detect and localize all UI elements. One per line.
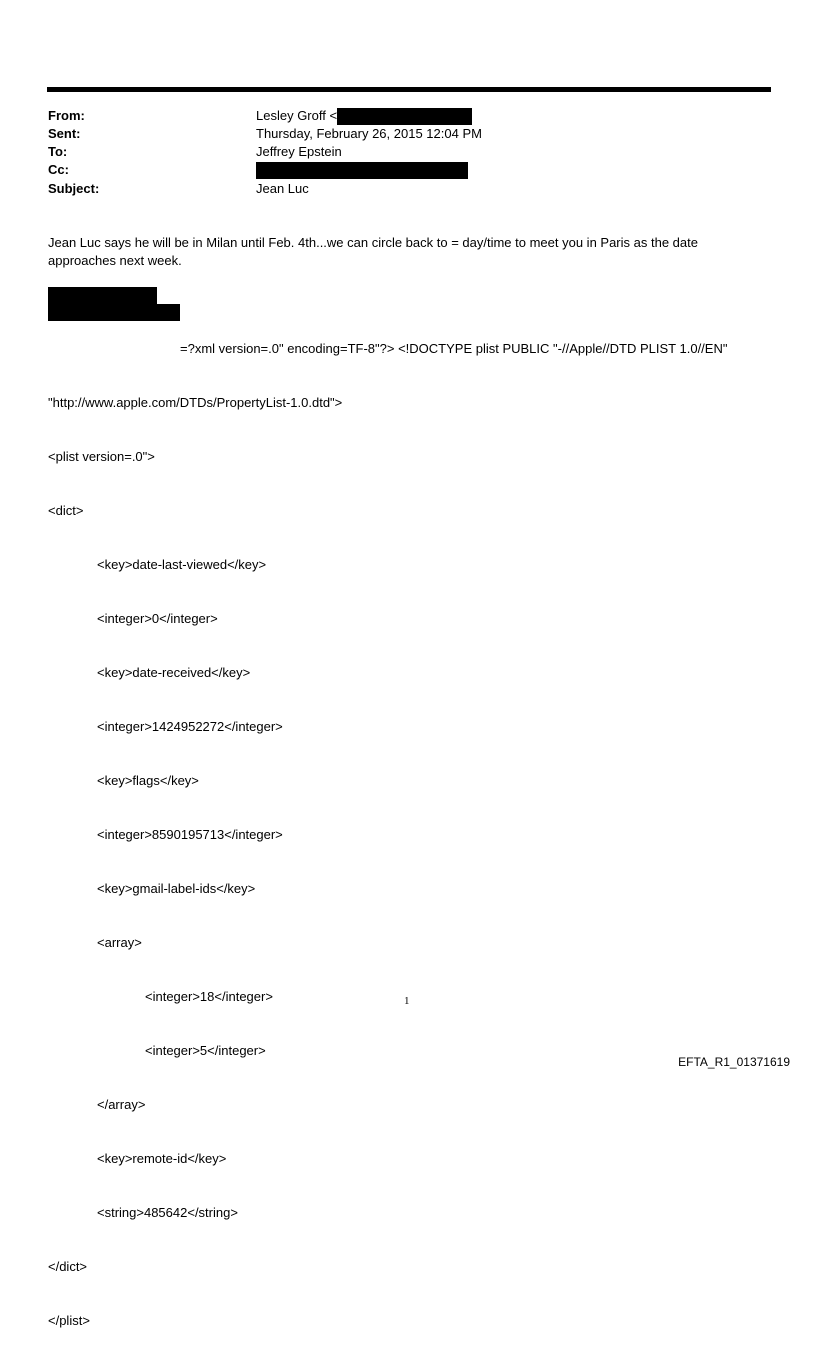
cc-label: Cc: (48, 162, 69, 177)
xml-line: "http://www.apple.com/DTDs/PropertyList-1.0.dtd"> (48, 395, 343, 410)
subject-label: Subject: (48, 181, 100, 196)
redaction-box (337, 108, 472, 125)
xml-line: <plist version=.0"> (48, 449, 155, 464)
page-number: 1 (404, 995, 410, 1007)
to-value: Jeffrey Epstein (256, 144, 342, 159)
plist-xml (48, 304, 727, 1348)
xml-line: <integer>8590195713</integer> (97, 827, 283, 842)
xml-line: <dict> (48, 503, 84, 518)
xml-line: <string>485642</string> (97, 1205, 238, 1220)
to-label: To: (48, 144, 68, 159)
sent-label: Sent: (48, 126, 81, 141)
xml-line: <integer>5</integer> (145, 1043, 266, 1058)
from-label: From: (48, 108, 85, 123)
xml-line: <integer>1424952272</integer> (97, 719, 283, 734)
sent-value: Thursday, February 26, 2015 12:04 PM (256, 126, 482, 141)
from-name: Lesley Groff < (256, 108, 338, 123)
redaction-box (256, 162, 468, 179)
subject-value: Jean Luc (256, 181, 309, 196)
cc-value (256, 161, 468, 179)
xml-line: <array> (97, 935, 142, 950)
message-body: Jean Luc says he will be in Milan until Feb. 4th...we can circle back to = day/time to meet you in Paris as the date approaches next week. (48, 235, 698, 268)
xml-line: <key>gmail-label-ids</key> (97, 881, 256, 896)
xml-line: <key>flags</key> (97, 773, 199, 788)
from-value (256, 107, 472, 125)
header-rule (47, 87, 771, 92)
xml-line: </dict> (48, 1259, 88, 1274)
xml-line: =?xml version=.0" encoding=TF-8"?> <!DOCTYPE plist PUBLIC "-//Apple//DTD PLIST 1.0//EN" (180, 341, 728, 356)
document-id: EFTA_R1_01371619 (678, 1055, 790, 1069)
xml-line: </plist> (48, 1313, 90, 1328)
redaction-box (48, 287, 157, 305)
xml-line: <integer>0</integer> (97, 611, 218, 626)
xml-line: <integer>18</integer> (145, 989, 273, 1004)
xml-line: <key>date-last-viewed</key> (97, 557, 267, 572)
xml-line: <key>date-received</key> (97, 665, 251, 680)
xml-line: </array> (97, 1097, 146, 1112)
xml-line: <key>remote-id</key> (97, 1151, 227, 1166)
